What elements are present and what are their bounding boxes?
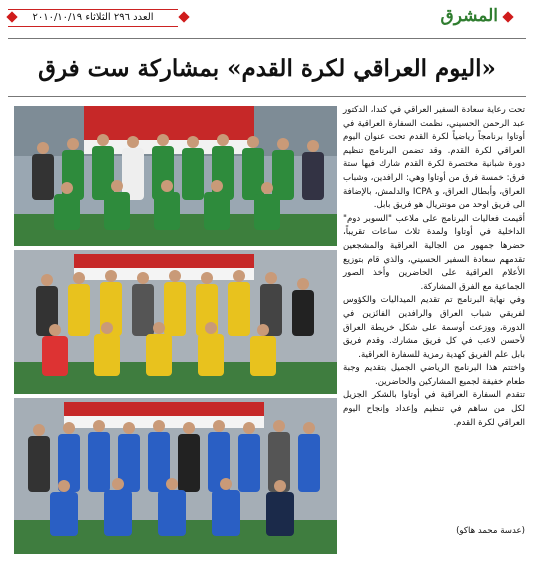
team-photo-green — [14, 106, 337, 246]
article-paragraph-5: تتقدم السفارة العراقية في أوتاوا بالشكر الجزيل لكل من ساهم في تنظيم وإعداد وإنجاح اليوم العراقي لكرة القدم. — [343, 390, 525, 428]
top-rule — [8, 38, 526, 39]
team-photo-blue-image — [14, 398, 337, 554]
team-photo-yellow — [14, 250, 337, 394]
team-photo-blue — [14, 398, 337, 554]
issue-line: العدد ٢٩٦ الثلاثاء ٢٠١٠/١٠/١٩ — [8, 9, 178, 27]
masthead-diamond-left — [178, 11, 189, 22]
team-photo-yellow-image — [14, 250, 337, 394]
newspaper-logo: المشرق — [440, 6, 498, 26]
logo-diamond — [502, 11, 513, 22]
masthead-bar — [0, 0, 534, 34]
article-headline: «اليوم العراقي لكرة القدم» بمشاركة ست فرق — [38, 55, 496, 82]
photo-credit: (عدسة محمد هاكو) — [456, 526, 525, 536]
article-paragraph-1: تحت رعاية سعادة السفير العراقي في كندا، الدكتور عبد الرحمن الحسيني، نظمت السفارة العراقية في أوتاوا برنامجاً رياضياً لكرة القدم تحت عنوان اليوم العراقي لكرة القدم. وقد تضمن البرنامج تنظيم دورة شبانية مختصرة لكرة القدم شارك فيها ستة فرق: خمسة فرق من أوتاوا وهي: الرافدين، وشباب العراق، وأبطال العراق، و ICPA والدلمش، بالإضافة الى فريق اوحد من مونتريال هو فريق بابل. — [343, 105, 525, 211]
article-paragraph-4: واختتم هذا البرنامج الرياضي الجميل بتقديم وجبة طعام خفيفة لجميع المشاركين والحاضرين. — [343, 363, 525, 387]
team-photo-green-image — [14, 106, 337, 246]
article-body — [343, 104, 525, 504]
article-paragraph-2: أقيمت فعاليات البرنامج على ملاعب "السوبر دوم" الداخلية في أوتاوا ولمدة ثلاث ساعات تقريباً، حضرها جمهور من الجالية العراقية والمشجعين تقدمهم سعادة السفير الحسيني، والذي قام بتوزيع الأعلام العراقية على الحاضرين وأخذ الصور الجماعية مع الفرق المشاركة. — [343, 213, 525, 292]
headline-rule — [8, 96, 526, 97]
article-paragraph-3: وفي نهاية البرنامج تم تقديم الميداليات والكؤوس لفريقي شباب العراق والرافدين الفائزين في الدورة، ووزعت أوسمة على شكل خريطة العراق لأحسن لاعب في كل فريق مشارك. وقدم فريق بابل علم الفريق كهدية رمزية للسفارة العراقية. — [343, 295, 525, 360]
